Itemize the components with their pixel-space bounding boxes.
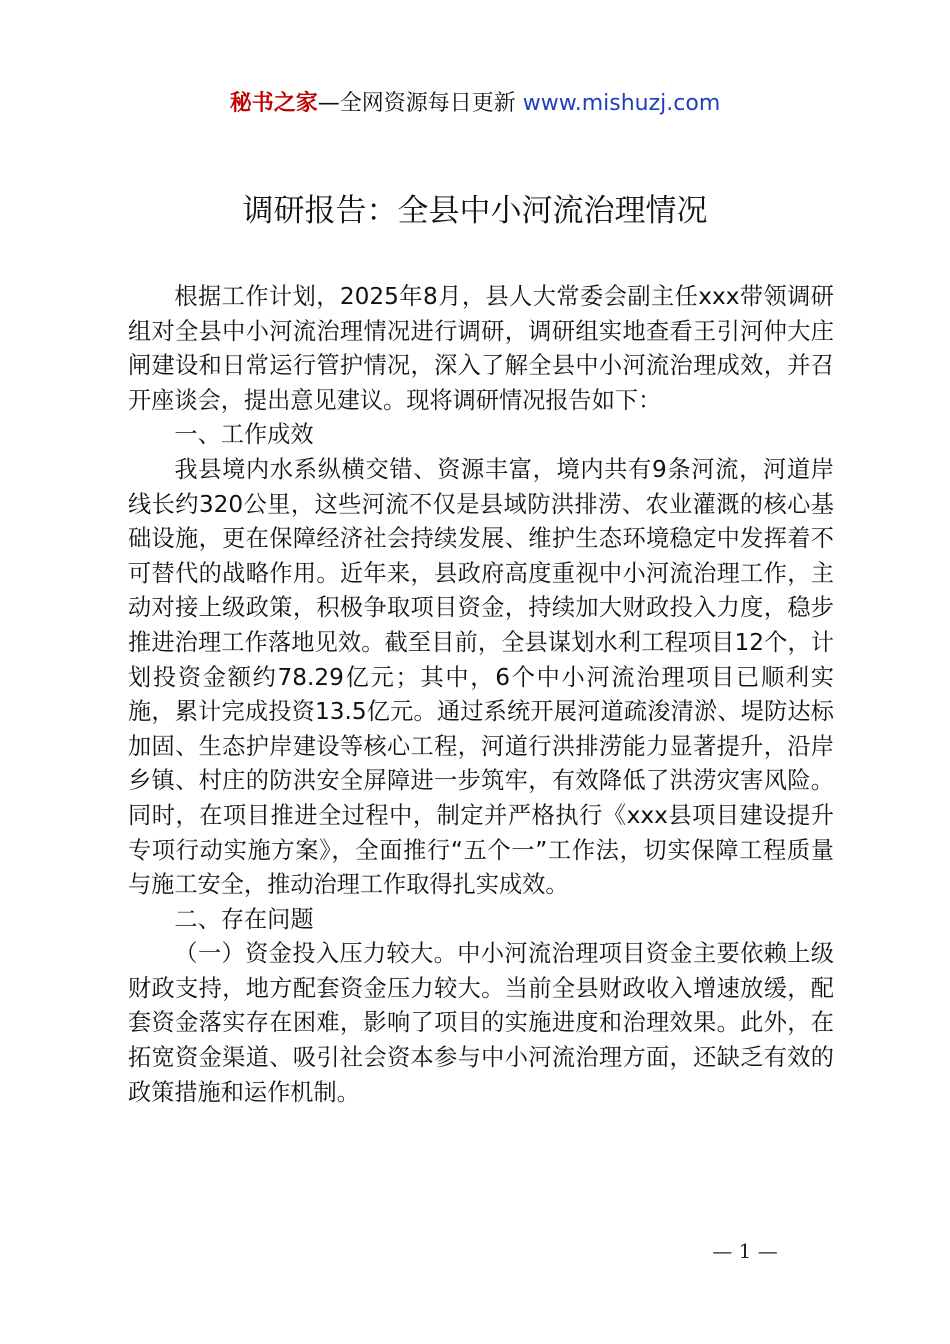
- problem-funding-paragraph: （一）资金投入压力较大。中小河流治理项目资金主要依赖上级财政支持，地方配套资金压力较大。当前全县财政收入增速放缓，配套资金落实存在困难，影响了项目的实施进度和治理效果。此外，在拓宽资金渠道、吸引社会资本参与中小河流治理方面，还缺乏有效的政策措施和运作机制。: [128, 940, 834, 1106]
- section-heading-achievements: 一、工作成效: [174, 421, 314, 449]
- achievements-paragraph: 我县境内水系纵横交错、资源丰富，境内共有9条河流，河道岸线长约320公里，这些河流不仅是县域防洪排涝、农业灌溉的核心基础设施，更在保障经济社会持续发展、维护生态环境稳定中发挥着不可替代的战略作用。近年来，县政府高度重视中小河流治理工作，主动对接上级政策，积极争取项目资金，持续加大财政投入力度，稳步推进治理工作落地见效。截至目前，全县谋划水利工程项目12个，计划投资金额约78.29亿元；其中，6个中小河流治理项目已顺利实施，累计完成投资13.5亿元。通过系统开展河道疏浚清淤、堤防达标加固、生态护岸建设等核心工程，河道行洪排涝能力显著提升，沿岸乡镇、村庄的防洪安全屏障进一步筑牢，有效降低了洪涝灾害风险。同时，在项目推进全过程中，制定并严格执行《xxx县项目建设提升专项行动实施方案》，全面推行“五个一”工作法，切实保障工程质量与施工安全，推动治理工作取得扎实成效。: [128, 455, 834, 899]
- document-body: [128, 280, 834, 1110]
- brand-name: 秘书之家: [229, 91, 318, 116]
- section-heading-problems: 二、存在问题: [174, 905, 314, 933]
- site-url: www.mishuzj.com: [522, 91, 721, 116]
- page-number: — 1 —: [712, 1239, 778, 1263]
- site-banner: [0, 86, 950, 122]
- banner-slogan: —全网资源每日更新: [317, 91, 523, 116]
- document-title: 调研报告：全县中小河流治理情况: [242, 193, 708, 229]
- intro-paragraph: 根据工作计划，2025年8月，县人大常委会副主任xxx带领调研组对全县中小河流治理情况进行调研，调研组实地查看王引河仲大庄闸建设和日常运行管护情况，深入了解全县中小河流治理成效，并召开座谈会，提出意见建议。现将调研情况报告如下：: [128, 283, 834, 414]
